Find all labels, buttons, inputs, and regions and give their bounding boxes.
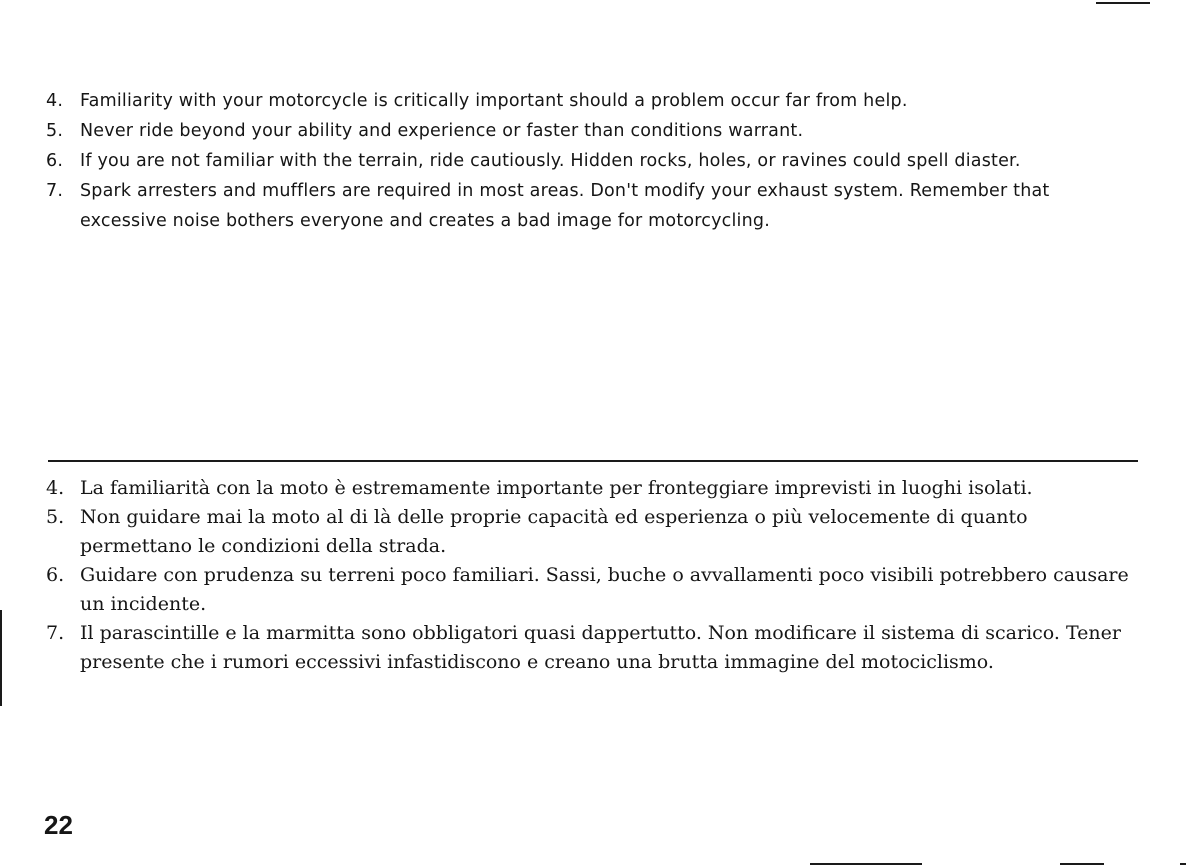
item-text: Spark arresters and mufflers are required in most areas. Don't modify your exhaust system. Remember that excessive noise bothers everyone and creates a bad image for motorcycling.: [80, 181, 1050, 231]
item-number: 6.: [46, 564, 65, 586]
item-text: If you are not familiar with the terrain, ride cautiously. Hidden rocks, holes, or ravines could spell diaster.: [80, 151, 1021, 171]
item-text: Familiarity with your motorcycle is critically important should a problem occur far from help.: [80, 91, 908, 111]
item-number: 4.: [46, 91, 64, 111]
italian-item-5: [0, 503, 1138, 561]
section-divider: [48, 460, 1138, 462]
scan-edge-mark: [1096, 2, 1150, 4]
item-text: Il parascintille e la marmitta sono obbligatori quasi dappertutto. Non modificare il sistema di scarico. Tener presente che i rumori eccessivi infastidiscono e creano una brutta immagine del motociclismo.: [80, 622, 1121, 673]
english-item-4: [0, 86, 1138, 116]
english-instructions-list: [0, 86, 1138, 236]
item-text: Non guidare mai la moto al di là delle proprie capacità ed esperienza o più velocemente di quanto permettano le condizioni della strada.: [80, 506, 1028, 557]
item-number: 7.: [46, 181, 64, 201]
item-number: 6.: [46, 151, 64, 171]
scan-edge-mark: [810, 863, 922, 865]
item-number: 4.: [46, 477, 65, 499]
item-number: 5.: [46, 121, 64, 141]
item-number: 5.: [46, 506, 65, 528]
italian-item-7: [0, 619, 1138, 677]
scan-edge-mark: [1060, 863, 1104, 865]
italian-item-6: [0, 561, 1138, 619]
item-number: 7.: [46, 622, 65, 644]
english-item-5: [0, 116, 1138, 146]
italian-item-4: [0, 474, 1138, 503]
page-number: 22: [44, 810, 73, 840]
item-text: Guidare con prudenza su terreni poco familiari. Sassi, buche o avvallamenti poco visibili potrebbero causare un incidente.: [80, 564, 1129, 615]
item-text: La familiarità con la moto è estremamente importante per fronteggiare imprevisti in luoghi isolati.: [80, 477, 1033, 499]
item-text: Never ride beyond your ability and experience or faster than conditions warrant.: [80, 121, 804, 141]
english-item-6: [0, 146, 1138, 176]
scan-edge-mark: [1180, 863, 1186, 865]
english-item-7: [0, 176, 1138, 236]
italian-instructions-list: [0, 474, 1138, 677]
